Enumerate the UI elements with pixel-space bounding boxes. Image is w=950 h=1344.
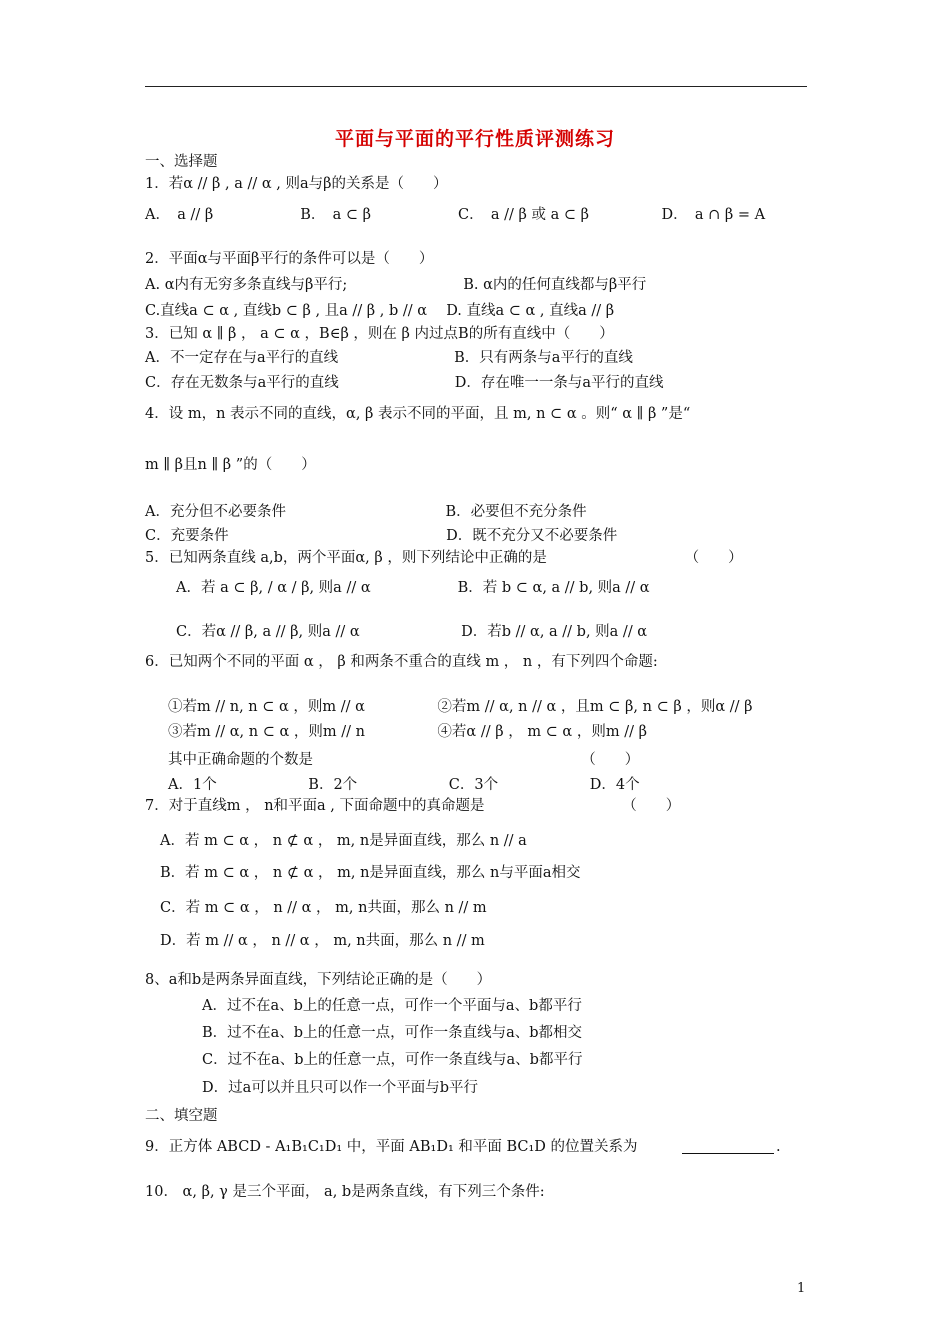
line-q6b: ③若m // α, n ⊂ α ，则m // n ④若α // β ， m ⊂ α ，则m // β xyxy=(168,724,647,740)
line-q2: 2．平面α与平面β平行的条件可以是（ ） xyxy=(145,251,434,267)
line-q4: 4．设 m，n 表示不同的直线，α, β 表示不同的平面，且 m, n ⊂ α 。则“ α ∥ β ”是“ xyxy=(145,406,691,422)
line-q5: 5．已知两条直线 a,b，两个平面α, β ，则下列结论中正确的是 （ ） xyxy=(145,550,743,566)
line-q6c: 其中正确命题的个数是 （ ） xyxy=(168,752,640,768)
line-q6a: ①若m // n, n ⊂ α ，则m // α ②若m // α, n // α ，且m ⊂ β, n ⊂ β ，则α // β xyxy=(168,699,753,715)
section-heading-fill: 二、填空题 xyxy=(145,1108,218,1124)
line-q10: 10． α, β, γ 是三个平面， a, b是两条直线，有下列三个条件: xyxy=(145,1184,545,1200)
line-q8b: B．过不在a、b上的任意一点，可作一条直线与a、b都相交 xyxy=(202,1025,583,1041)
line-q5a: A．若 a ⊂ β, / α / β, 则a // α B．若 b ⊂ α, a // b, 则a // α xyxy=(176,580,650,596)
line-q8d: D．过a可以并且只可以作一个平面与b平行 xyxy=(202,1080,479,1096)
line-q2c: C.直线a ⊂ α , 直线b ⊂ β , 且a // β , b // α D. 直线a ⊂ α , 直线a // β xyxy=(145,303,615,319)
line-q4a: A．充分但不必要条件 B．必要但不充分条件 xyxy=(145,504,587,520)
line-q6d: A．1个 B．2个 C．3个 D．4个 xyxy=(168,777,640,793)
line-q2a: A. α内有无穷多条直线与β平行; B. α内的任何直线都与β平行 xyxy=(145,277,647,293)
line-q8c: C．过不在a、b上的任意一点，可作一条直线与a、b都平行 xyxy=(202,1052,583,1068)
line-q8a: A．过不在a、b上的任意一点，可作一个平面与a、b都平行 xyxy=(202,998,582,1014)
line-q8: 8、a和b是两条异面直线，下列结论正确的是（ ） xyxy=(145,972,492,988)
page-number: 1 xyxy=(797,1281,806,1296)
header-rule xyxy=(145,86,807,87)
line-q9: 9．正方体 ABCD - A₁B₁C₁D₁ 中，平面 AB₁D₁ 和平面 BC₁D 的位置关系为 xyxy=(145,1139,638,1155)
line-q3: 3．已知 α ∥ β ， a ⊂ α ，B∈β ，则在 β 内过点B的所有直线中（ ） xyxy=(145,326,614,342)
line-q1: 1．若α // β , a // α , 则a与β的关系是（ ） xyxy=(145,176,448,192)
line-q7b: B．若 m ⊂ α ， n ⊄ α ， m, n是异面直线，那么 n与平面a相交 xyxy=(160,865,581,881)
line-q1o: A． a // β B． a ⊂ β C． a // β 或 a ⊂ β D． a ∩ β = A xyxy=(145,207,766,223)
line-q7c: C．若 m ⊂ α ， n // α ， m, n共面，那么 n // m xyxy=(160,900,487,916)
line-q3c: C．存在无数条与a平行的直线 D．存在唯一一条与a平行的直线 xyxy=(145,375,664,391)
line-q7: 7．对于直线m ， n和平面a , 下面命题中的真命题是 （ ） xyxy=(145,798,681,814)
line-q7a: A．若 m ⊂ α ， n ⊄ α ， m, n是异面直线，那么 n // a xyxy=(160,833,527,849)
line-q6: 6．已知两个不同的平面 α ， β 和两条不重合的直线 m ， n ，有下列四个命题: xyxy=(145,654,658,670)
line-q3a: A．不一定存在与a平行的直线 B．只有两条与a平行的直线 xyxy=(145,350,633,366)
answer-period: . xyxy=(776,1139,781,1155)
line-q7d: D．若 m // α ， n // α ， m, n共面，那么 n // m xyxy=(160,933,485,949)
answer-blank[interactable] xyxy=(682,1139,774,1154)
line-q4c: C．充要条件 D．既不充分又不必要条件 xyxy=(145,528,618,544)
section-heading-choice: 一、选择题 xyxy=(145,154,218,170)
line-q4b: m ∥ β且n ∥ β ”的（ ） xyxy=(145,457,316,473)
line-q5c: C．若α // β, a // β, 则a // α D．若b // α, a // b, 则a // α xyxy=(176,624,648,640)
page-title: 平面与平面的平行性质评测练习 xyxy=(334,128,615,150)
